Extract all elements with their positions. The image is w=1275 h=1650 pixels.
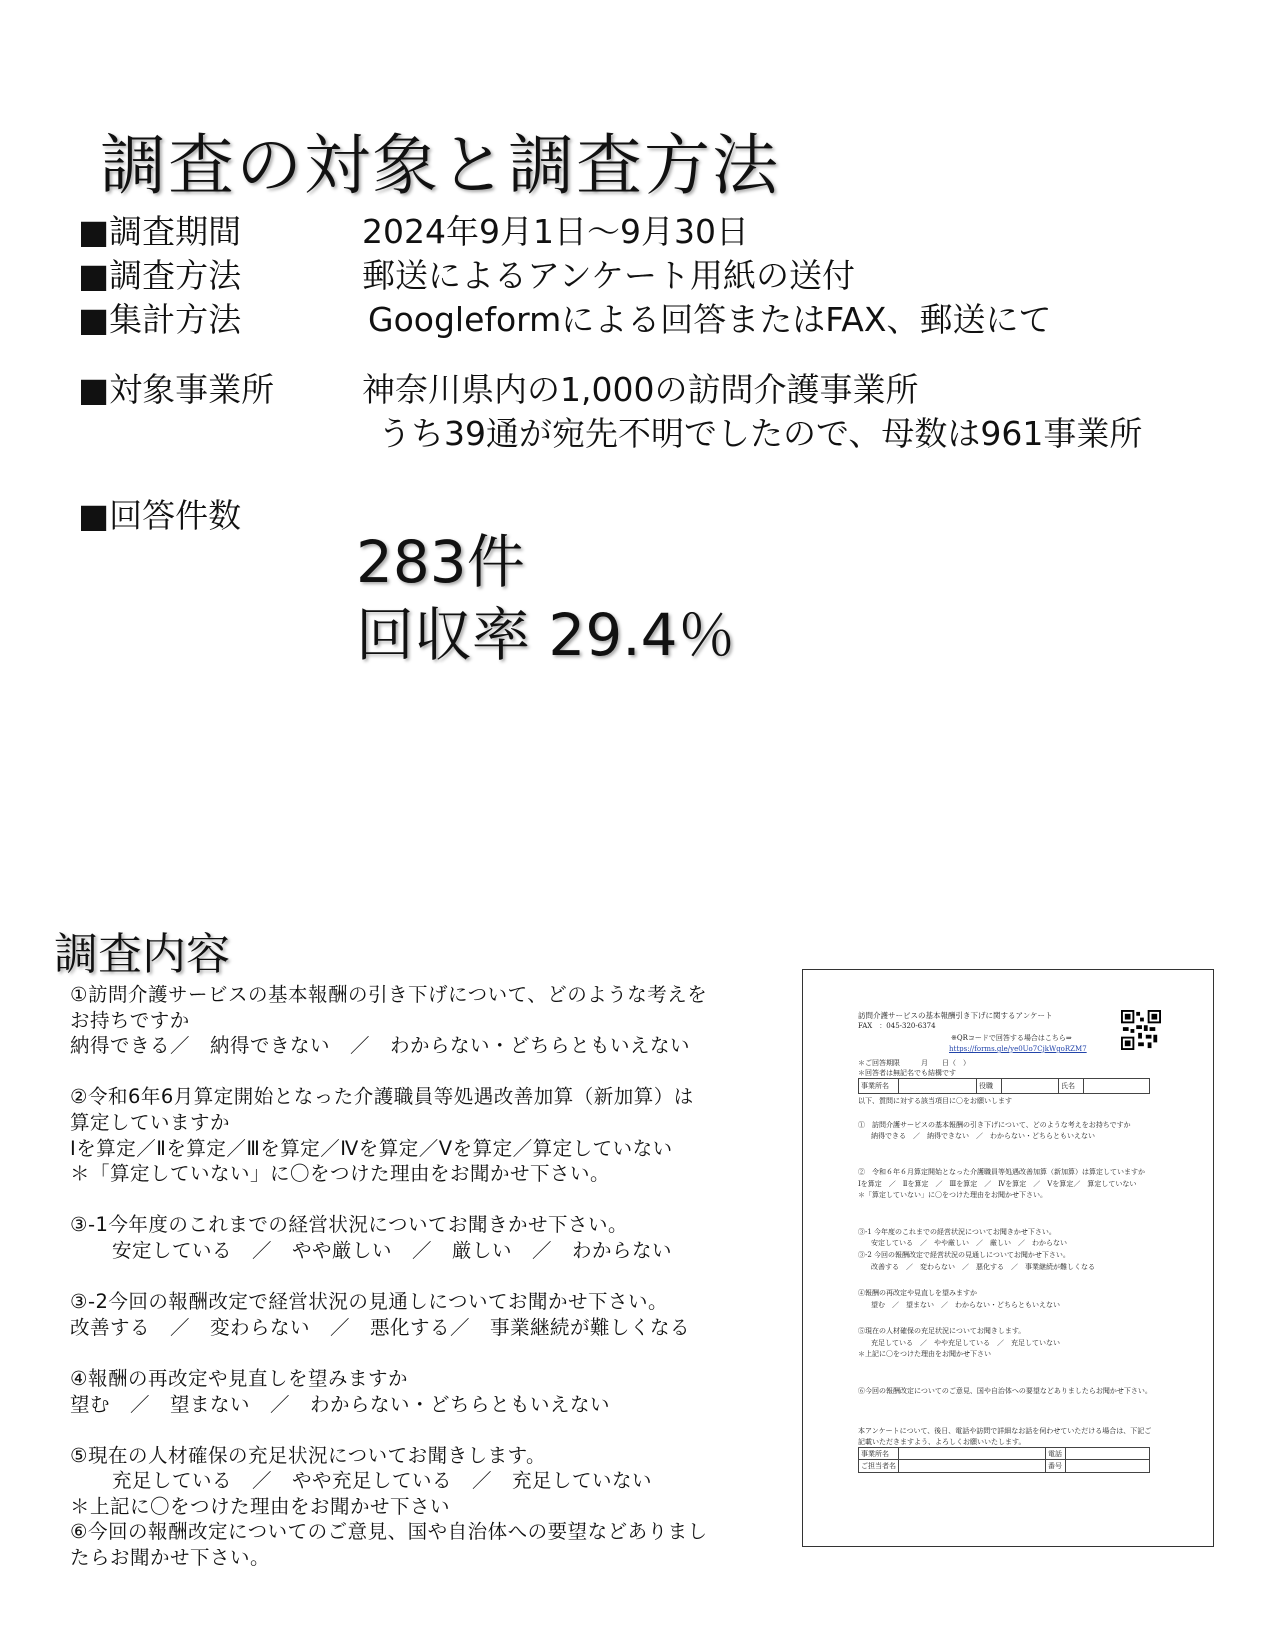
target-label: ■対象事業所 bbox=[78, 370, 275, 409]
thumb-q2b: ＊「算定していない」に〇をつけた理由をお聞かせ下さい。 bbox=[858, 1191, 1047, 1199]
count-label: ■回答件数 bbox=[78, 496, 242, 535]
content-line: ＊上記に〇をつけた理由をお聞かせ下さい bbox=[70, 1494, 451, 1518]
content-line: ②令和6年6月算定開始となった介護職員等処遇改善加算（新加算）は bbox=[70, 1085, 694, 1109]
count-value: 283件 bbox=[356, 528, 525, 596]
target-value-2: うち39通が宛先不明でしたので、母数は961事業所 bbox=[378, 414, 1143, 453]
thumb-q1: ① 訪問介護サービスの基本報酬の引き下げについて、どのような考えをお持ちですか bbox=[858, 1121, 1131, 1129]
thumb-q2a: Ⅰを算定 ／ Ⅱを算定 ／ Ⅲを算定 ／ Ⅳを算定 ／ Ⅴを算定／ 算定していない bbox=[858, 1180, 1137, 1188]
page-title: 調査の対象と調査方法 bbox=[100, 127, 780, 204]
thumb-q5: ⑤現在の人材確保の充足状況についてお聞きします。 bbox=[858, 1327, 1026, 1335]
survey-content bbox=[70, 982, 770, 1571]
content-line: 改善する ／ 変わらない ／ 悪化する／ 事業継続が難しくなる bbox=[70, 1315, 691, 1339]
thumb-footer-2: 記載いただきますよう、よろしくお願いいたします。 bbox=[858, 1438, 1026, 1446]
content-title: 調査内容 bbox=[54, 929, 230, 980]
thumb-heading: 訪問介護サービスの基本報酬引き下げに関するアンケート bbox=[858, 1011, 1053, 1020]
content-line: ③-2今回の報酬改定で経営状況の見通しについてお聞かせ下さい。 bbox=[70, 1290, 669, 1314]
tally-value: Googleformによる回答またはFAX、郵送にて bbox=[368, 300, 1052, 339]
content-line: お持ちですか bbox=[70, 1008, 190, 1032]
thumb-q5a: 充足している ／ やや充足している ／ 充足していない bbox=[871, 1339, 1060, 1347]
thumb-q32: ③-2 今回の報酬改定で経営状況の見通しについてお聞かせ下さい。 bbox=[858, 1251, 1070, 1259]
period-value: 2024年9月1日～9月30日 bbox=[362, 212, 749, 251]
content-line: Ⅰを算定／Ⅱを算定／Ⅲを算定／Ⅳを算定／Ⅴを算定／算定していない bbox=[70, 1136, 673, 1160]
period-label: ■調査期間 bbox=[78, 212, 242, 251]
questionnaire-thumbnail bbox=[802, 969, 1214, 1547]
thumb-contact-phone-2: 番号 bbox=[1048, 1462, 1062, 1470]
thumb-contact-person: ご担当者名 bbox=[861, 1462, 896, 1470]
content-line: ④報酬の再改定や見直しを望みますか bbox=[70, 1366, 408, 1390]
content-line: 納得できる／ 納得できない ／ わからない・どちらともいえない bbox=[70, 1034, 691, 1058]
thumb-q32a: 改善する ／ 変わらない ／ 悪化する ／ 事業継続が難しくなる bbox=[871, 1263, 1095, 1271]
rate-value: 回収率 29.4％ bbox=[356, 601, 736, 669]
tally-label: ■集計方法 bbox=[78, 300, 242, 339]
thumb-field-name: 氏名 bbox=[1061, 1082, 1075, 1090]
target-value-1: 神奈川県内の1,000の訪問介護事業所 bbox=[362, 370, 919, 409]
content-line: ⑤現在の人材確保の充足状況についてお聞きします。 bbox=[70, 1443, 547, 1467]
content-line: 安定している ／ やや厳しい ／ 厳しい ／ わからない bbox=[112, 1238, 673, 1262]
thumb-instruction: 以下、質問に対する該当項目に〇をお願いします bbox=[858, 1097, 1012, 1105]
content-line: 望む ／ 望まない ／ わからない・どちらともいえない bbox=[70, 1392, 611, 1416]
thumb-contact-phone-1: 電話 bbox=[1048, 1450, 1062, 1458]
thumb-q4: ④報酬の再改定や見直しを望みますか bbox=[858, 1289, 977, 1297]
thumb-q31: ③-1 今年度のこれまでの経営状況についてお聞きかせ下さい。 bbox=[858, 1228, 1056, 1236]
content-line: ＊「算定していない」に〇をつけた理由をお聞かせ下さい。 bbox=[70, 1162, 611, 1186]
thumb-field-office: 事業所名 bbox=[861, 1082, 889, 1090]
content-line: 算定していますか bbox=[70, 1110, 231, 1134]
method-value: 郵送によるアンケート用紙の送付 bbox=[362, 256, 856, 295]
thumb-anon-line: ＊回答者は無記名でも結構です bbox=[858, 1069, 956, 1077]
thumb-q4a: 望む ／ 望まない ／ わからない・どちらともいえない bbox=[871, 1301, 1060, 1309]
content-line: ⑥今回の報酬改定についてのご意見、国や自治体への要望などありまし bbox=[70, 1520, 708, 1544]
thumb-q31a: 安定している ／ やや厳しい ／ 厳しい ／ わからない bbox=[871, 1239, 1067, 1247]
qr-code-icon bbox=[1121, 1010, 1161, 1050]
content-line: 充足している ／ やや充足している ／ 充足していない bbox=[112, 1469, 653, 1493]
thumb-q2: ② 令和６年６月算定開始となった介護職員等処遇改善加算（新加算）は算定していますか bbox=[858, 1168, 1145, 1176]
thumb-qr-note: ※QRコードで回答する場合はこちら⇒ bbox=[951, 1034, 1072, 1042]
thumb-q5b: ＊上記に〇をつけた理由をお聞かせ下さい bbox=[858, 1350, 991, 1358]
thumb-contact-table bbox=[858, 1447, 1150, 1473]
thumb-url: https://forms.gle/ye0Uo7CjkWgoRZM7 bbox=[949, 1045, 1087, 1053]
content-line: ③-1今年度のこれまでの経営状況についてお聞きかせ下さい。 bbox=[70, 1213, 629, 1237]
thumb-date-line: ＊ご回答期限 月 日（ ） bbox=[858, 1059, 970, 1067]
thumb-contact-office: 事業所名 bbox=[861, 1450, 889, 1458]
thumb-fax: FAX ：045-320-6374 bbox=[858, 1022, 936, 1030]
thumb-footer-1: 本アンケートについて、後日、電話や訪問で詳細なお話を伺わせていただける場合は、下記ご bbox=[858, 1427, 1152, 1435]
method-label: ■調査方法 bbox=[78, 256, 242, 295]
thumb-info-table bbox=[858, 1078, 1150, 1094]
thumb-field-position: 役職 bbox=[979, 1082, 993, 1090]
thumb-q6: ⑥今回の報酬改定についてのご意見、国や自治体への要望などありましたらお聞かせ下さい。 bbox=[858, 1387, 1152, 1395]
content-line: ①訪問介護サービスの基本報酬の引き下げについて、どのような考えを bbox=[70, 983, 708, 1006]
content-line: たらお聞かせ下さい。 bbox=[70, 1546, 271, 1570]
thumb-q1a: 納得できる ／ 納得できない ／ わからない・どちらともいえない bbox=[871, 1132, 1095, 1140]
